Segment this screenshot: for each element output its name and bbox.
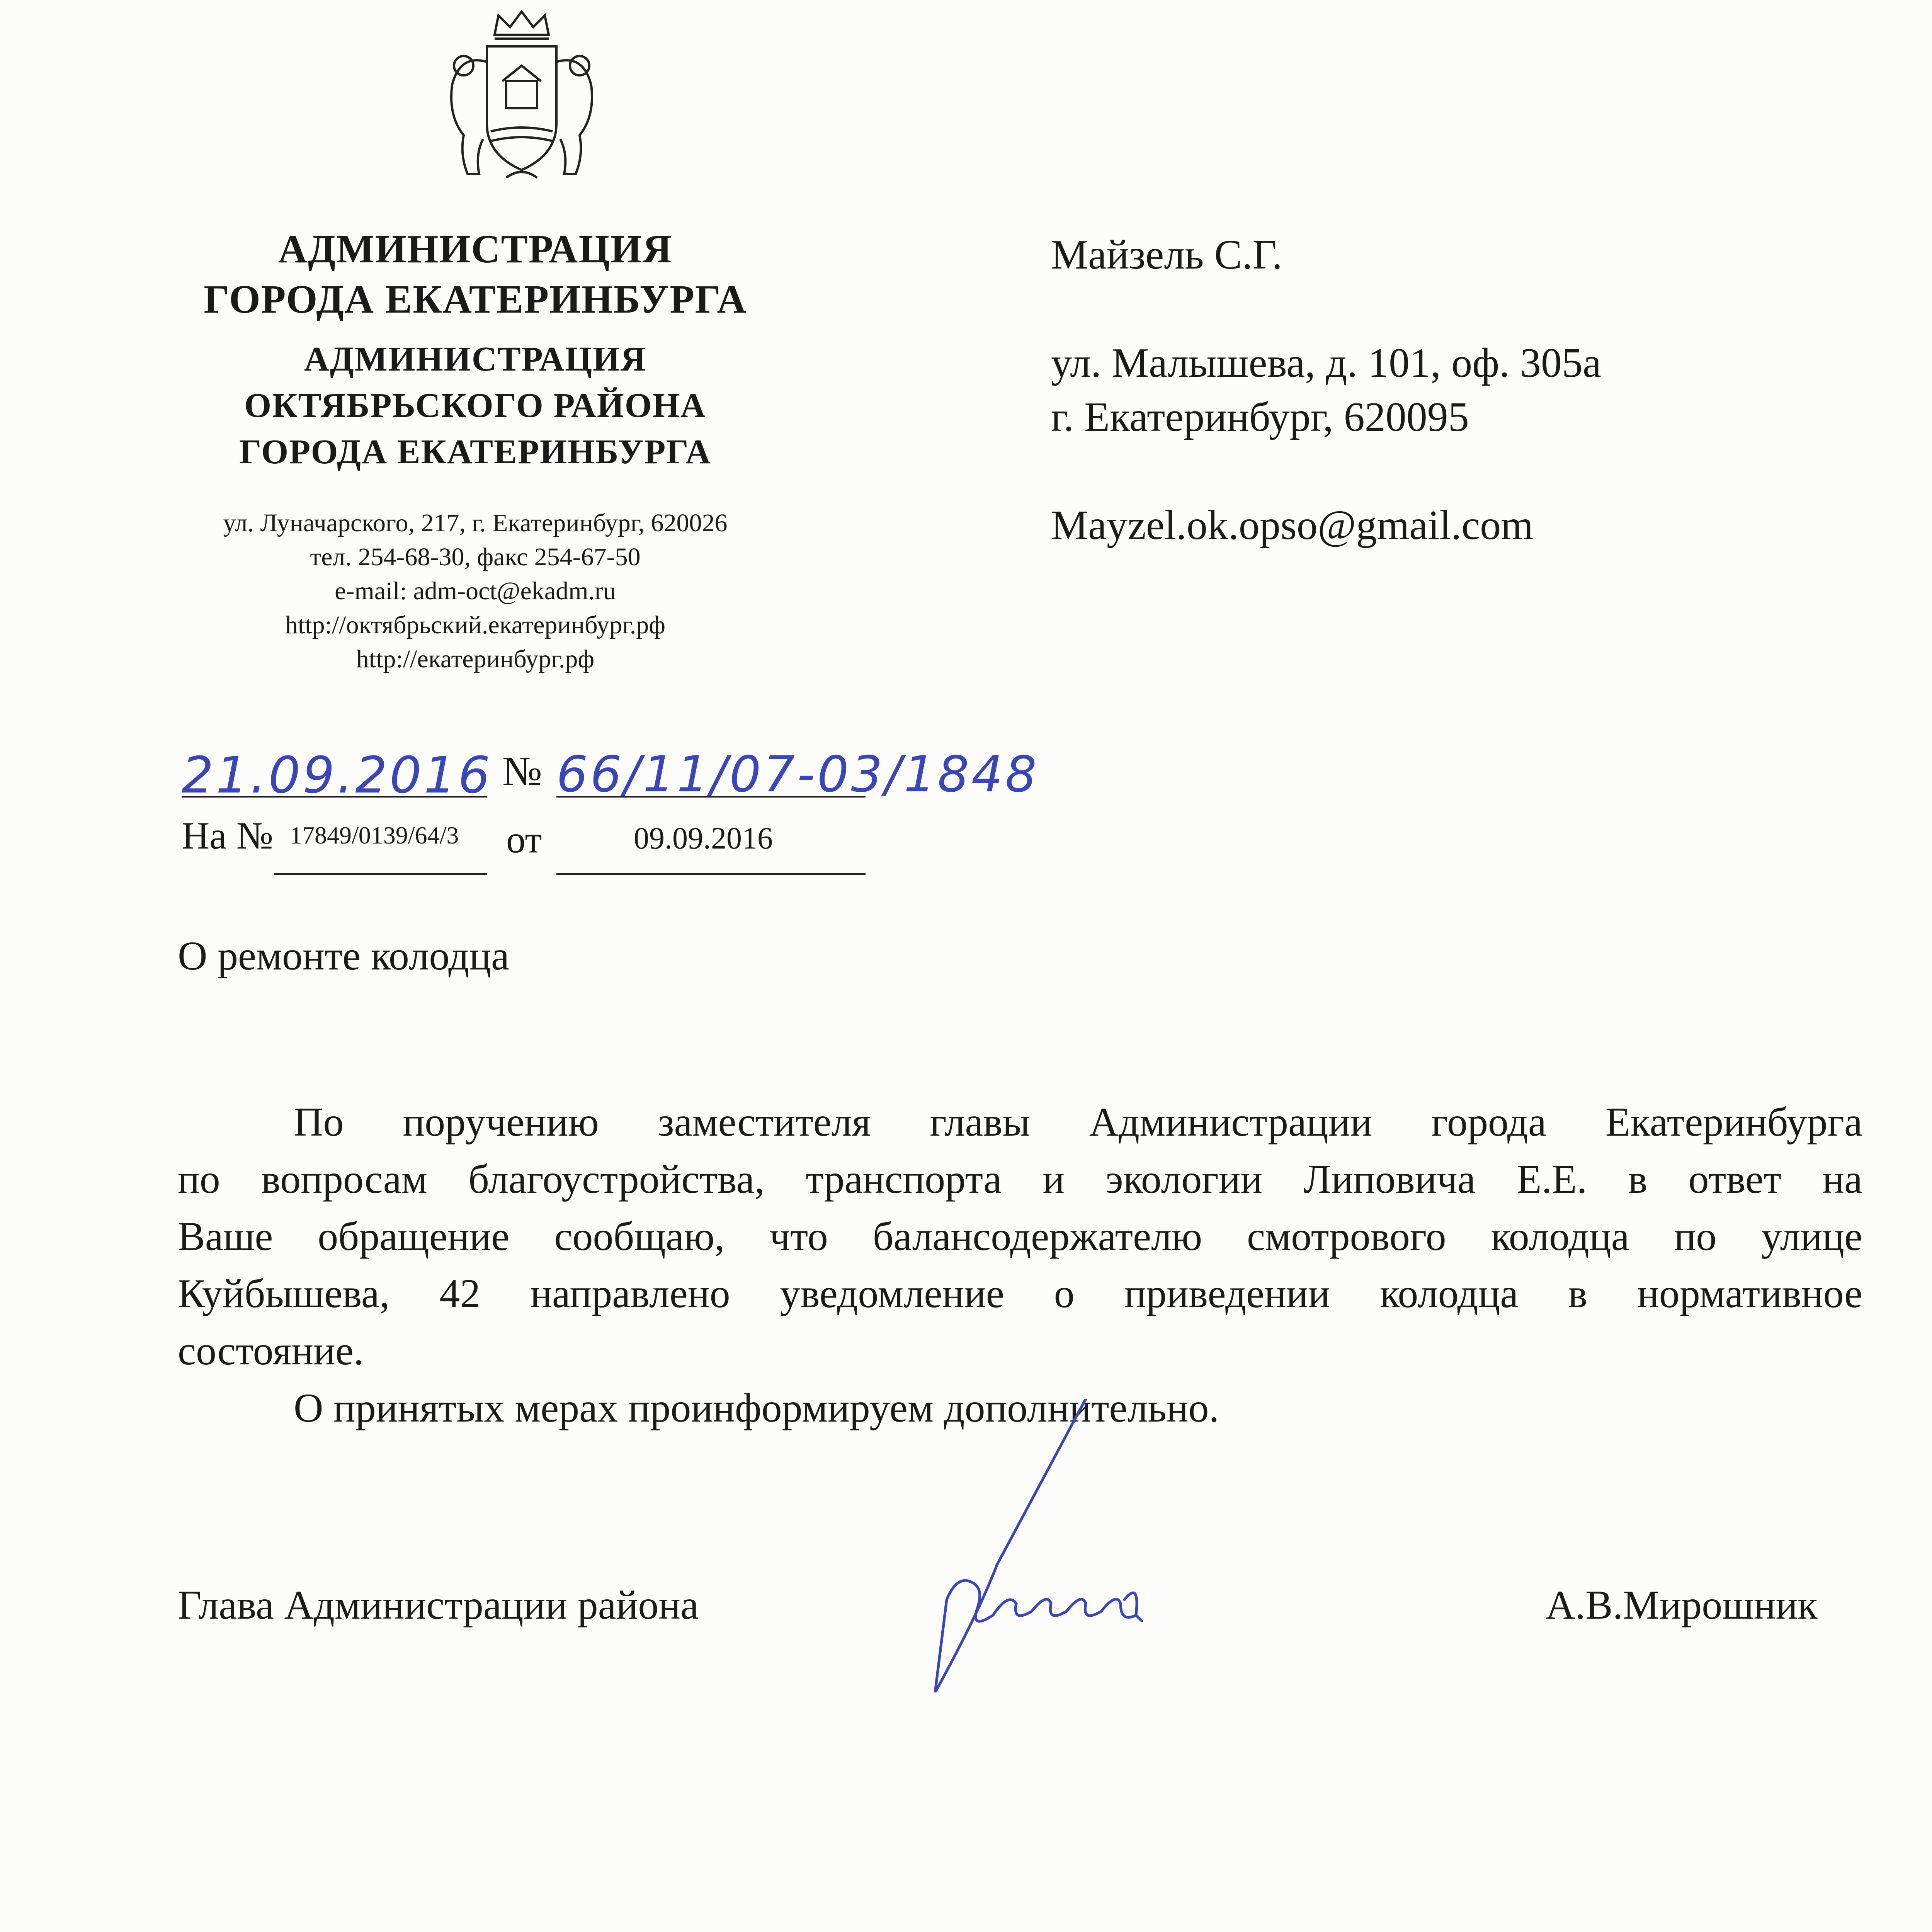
date-field	[182, 742, 493, 804]
handwritten-signature	[920, 1399, 1159, 1692]
org-site-2: http://екатеринбург.рф	[356, 645, 595, 673]
letterhead	[185, 224, 765, 676]
dept-name-line1: АДМИНИСТРАЦИЯ	[304, 340, 647, 378]
body-line-5: состояние.	[178, 1328, 364, 1373]
body-paragraph-2: О принятых мерах проинформируем дополнительно.	[294, 1385, 1219, 1430]
letter-body	[178, 1094, 1862, 1437]
body-line-1: По поручению заместителя главы Администрации города Екатеринбурга	[294, 1099, 1862, 1145]
org-name-line2: ГОРОДА ЕКАТЕРИНБУРГА	[204, 277, 747, 321]
number-handwritten: 66/11/07-03/1848	[556, 746, 1039, 803]
org-name-line1: АДМИНИСТРАЦИЯ	[278, 227, 673, 271]
dept-name-line3: ГОРОДА ЕКАТЕРИНБУРГА	[239, 433, 711, 471]
ref-prefix: На №	[182, 814, 274, 857]
body-line-2: по вопросам благоустройства, транспорта и экологии Липовича Е.Е. в ответ на	[178, 1156, 1862, 1202]
recipient-block	[1051, 228, 1932, 553]
signer-position: Глава Администрации района	[178, 1582, 699, 1628]
body-line-3: Ваше обращение сообщаю, что балансодержателю смотрового колодца по улице	[178, 1214, 1862, 1259]
ref-date: 09.09.2016	[634, 821, 773, 855]
subject-line: О ремонте колодца	[178, 933, 510, 978]
recipient-email: Mayzel.ok.opso@gmail.com	[1051, 502, 1534, 548]
number-field	[556, 742, 1039, 803]
ref-number: 17849/0139/64/3	[290, 821, 459, 849]
org-phone: тел. 254-68-30, факс 254-67-50	[310, 543, 641, 571]
ref-date-field	[556, 815, 866, 875]
org-site-1: http://октябрьский.екатеринбург.рф	[285, 611, 666, 639]
dept-name-line2: ОКТЯБРЬСКОГО РАЙОНА	[244, 386, 706, 425]
ref-number-field	[274, 815, 487, 875]
ref-from: от	[506, 818, 542, 861]
coat-of-arms-emblem	[437, 8, 607, 189]
signer-name: А.В.Мирошник	[1546, 1582, 1818, 1628]
org-email: e-mail: adm-oct@ekadm.ru	[335, 577, 616, 605]
date-handwritten: 21.09.2016	[182, 746, 493, 804]
number-sign: №	[502, 748, 543, 794]
org-address: ул. Луначарского, 217, г. Екатеринбург, 620026	[223, 509, 728, 537]
recipient-city: г. Екатеринбург, 620095	[1051, 394, 1469, 440]
recipient-name: Майзель С.Г.	[1051, 232, 1282, 278]
body-line-4: Куйбышева, 42 направлено уведомление о приведении колодца в нормативное	[178, 1271, 1862, 1316]
recipient-street: ул. Малышева, д. 101, оф. 305а	[1051, 340, 1601, 386]
